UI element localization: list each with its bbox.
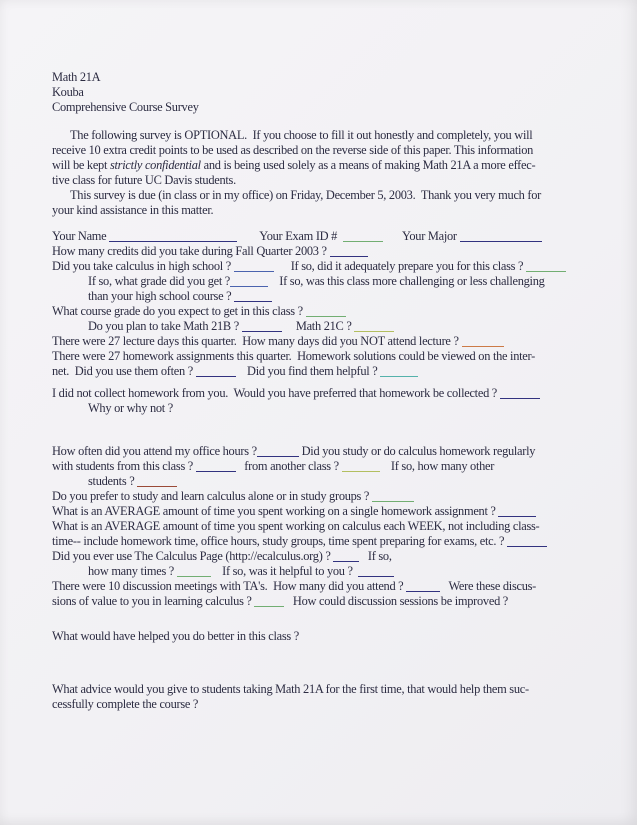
intro-paragraph-line (52, 143, 604, 158)
advice-question-line (52, 697, 604, 712)
answer-blank (177, 567, 211, 577)
text-run: Were these discus- (440, 579, 537, 593)
answer-blank (257, 447, 299, 457)
credits-question-line (52, 244, 604, 259)
discussion-meetings-line (52, 594, 604, 609)
answer-blank (343, 232, 383, 242)
text-run: Do you plan to take Math 21B ? (88, 319, 242, 333)
text-run: Math 21A (52, 70, 101, 84)
text-run: What would have helped you do better in this class ? (52, 629, 299, 643)
answer-blank (406, 582, 440, 592)
text-run: What is an AVERAGE amount of time you spent working on calculus each WEEK, not including class- (52, 519, 540, 533)
text-run: will be kept (52, 158, 110, 172)
homework-solutions-line (52, 349, 604, 364)
answer-blank (526, 262, 566, 272)
office-hours-question-line (52, 444, 604, 459)
lecture-attendance-question-line (52, 334, 604, 349)
text-run: with students from this class ? (52, 459, 196, 473)
text-run: Math 21C ? (281, 319, 355, 333)
text-run: sions of value to you in learning calculus ? (52, 594, 255, 608)
answer-blank (507, 537, 547, 547)
how-many-students-line (52, 474, 604, 489)
text-run: Your Exam ID # (237, 229, 343, 243)
hs-calculus-question-line (52, 259, 604, 274)
better-in-class-question-line (52, 629, 604, 644)
answer-blank (460, 232, 542, 242)
intro-paragraph-line (52, 158, 604, 173)
text-run: If so, did it adequately prepare you for this class ? (273, 259, 527, 273)
answer-blank (358, 567, 394, 577)
next-course-question-line (52, 319, 604, 334)
advice-question-line (52, 682, 604, 697)
answer-blank (498, 507, 536, 517)
text-run: What advice would you give to students taking Math 21A for the first time, that would help them suc- (52, 682, 529, 696)
text-run: If so, what grade did you get ? (88, 274, 231, 288)
text-run: receive 10 extra credit points to be used as described on the reverse side of this paper. This information (52, 143, 534, 157)
expected-grade-question-line (52, 304, 604, 319)
answer-blank (342, 462, 380, 472)
answer-blank (462, 337, 504, 347)
average-week-time-question-line (52, 519, 604, 534)
intro-paragraph-line (52, 128, 604, 143)
text-run: If so, (359, 549, 392, 563)
text-run: students ? (88, 474, 138, 488)
text-run: Did you study or do calculus homework regularly (298, 444, 536, 458)
text-run: Comprehensive Course Survey (52, 100, 199, 114)
answer-blank (306, 307, 346, 317)
survey-title-line (52, 100, 604, 115)
text-run: tive class for future UC Davis students. (52, 173, 236, 187)
calculus-page-question-line (52, 549, 604, 564)
text-run: cessfully complete the course ? (52, 697, 199, 711)
text-run: net. Did you use them often ? (52, 364, 196, 378)
answer-blank (500, 389, 540, 399)
intro-paragraph-line (52, 173, 604, 188)
text-run: Why or why not ? (88, 401, 173, 415)
text-run: time-- include homework time, office hours, study groups, time spent preparing for exams, etc. ? (52, 534, 508, 548)
answer-blank (330, 247, 368, 257)
discussion-meetings-line (52, 579, 604, 594)
name-id-major-line (52, 229, 604, 244)
text-run: your kind assistance in this matter. (52, 203, 214, 217)
text-run: from another class ? (235, 459, 342, 473)
text-run: Did you take calculus in high school ? (52, 259, 234, 273)
italic-text-run: strictly confidential (109, 158, 201, 172)
text-run: Did you find them helpful ? (235, 364, 381, 378)
study-groups-question-line (52, 489, 604, 504)
due-date-line (52, 188, 604, 203)
study-with-students-line (52, 459, 604, 474)
course-title-line (52, 70, 604, 85)
answer-blank (109, 232, 237, 242)
text-run: How many credits did you take during Fall Quarter 2003 ? (52, 244, 330, 258)
answer-blank (234, 292, 272, 302)
text-run: Your Major (382, 229, 460, 243)
instructor-line (52, 85, 604, 100)
why-question-line (52, 401, 604, 416)
text-run: than your high school course ? (88, 289, 235, 303)
homework-solutions-line (52, 364, 604, 379)
answer-blank (372, 492, 414, 502)
due-date-line (52, 203, 604, 218)
document-page (52, 70, 604, 712)
answer-blank (137, 477, 177, 487)
text-run: I did not collect homework from you. Would you have preferred that homework be collected ? (52, 386, 500, 400)
answer-blank (230, 277, 268, 287)
answer-blank (196, 462, 236, 472)
hs-compare-question-line (52, 289, 604, 304)
text-run: If so, was this class more challenging or less challenging (268, 274, 545, 288)
answer-blank (354, 322, 394, 332)
answer-blank (196, 367, 236, 377)
hs-grade-question-line (52, 274, 604, 289)
text-run: Do you prefer to study and learn calculus alone or in study groups ? (52, 489, 372, 503)
answer-blank (234, 262, 274, 272)
text-run: There were 27 homework assignments this quarter. Homework solutions could be viewed on the inter- (52, 349, 535, 363)
answer-blank (333, 552, 359, 562)
text-run: Kouba (52, 85, 84, 99)
text-run: If so, how many other (379, 459, 495, 473)
average-week-time-question-line (52, 534, 604, 549)
text-run: Did you ever use The Calculus Page (http://ecalculus.org) ? (52, 549, 334, 563)
text-run: The following survey is OPTIONAL. If you choose to fill it out honestly and completely, you will (70, 128, 533, 142)
text-run: What course grade do you expect to get in this class ? (52, 304, 306, 318)
homework-collected-question-line (52, 386, 604, 401)
text-run: This survey is due (in class or in my office) on Friday, December 5, 2003. Thank you very much for (70, 188, 542, 202)
answer-blank (380, 367, 418, 377)
text-run: how many times ? (88, 564, 177, 578)
text-run: How could discussion sessions be improved ? (284, 594, 509, 608)
text-run: If so, was it helpful to you ? (210, 564, 359, 578)
text-run: and is being used solely as a means of making Math 21A a more effec- (200, 158, 536, 172)
answer-blank (254, 597, 284, 607)
average-hw-time-question-line (52, 504, 604, 519)
calculus-page-followup-line (52, 564, 604, 579)
text-run: There were 27 lecture days this quarter. How many days did you NOT attend lecture ? (52, 334, 462, 348)
text-run: There were 10 discussion meetings with TA's. How many did you attend ? (52, 579, 407, 593)
text-run: What is an AVERAGE amount of time you spent working on a single homework assignment ? (52, 504, 499, 518)
text-run: How often did you attend my office hours ? (52, 444, 257, 458)
text-run: Your Name (52, 229, 110, 243)
answer-blank (242, 322, 282, 332)
